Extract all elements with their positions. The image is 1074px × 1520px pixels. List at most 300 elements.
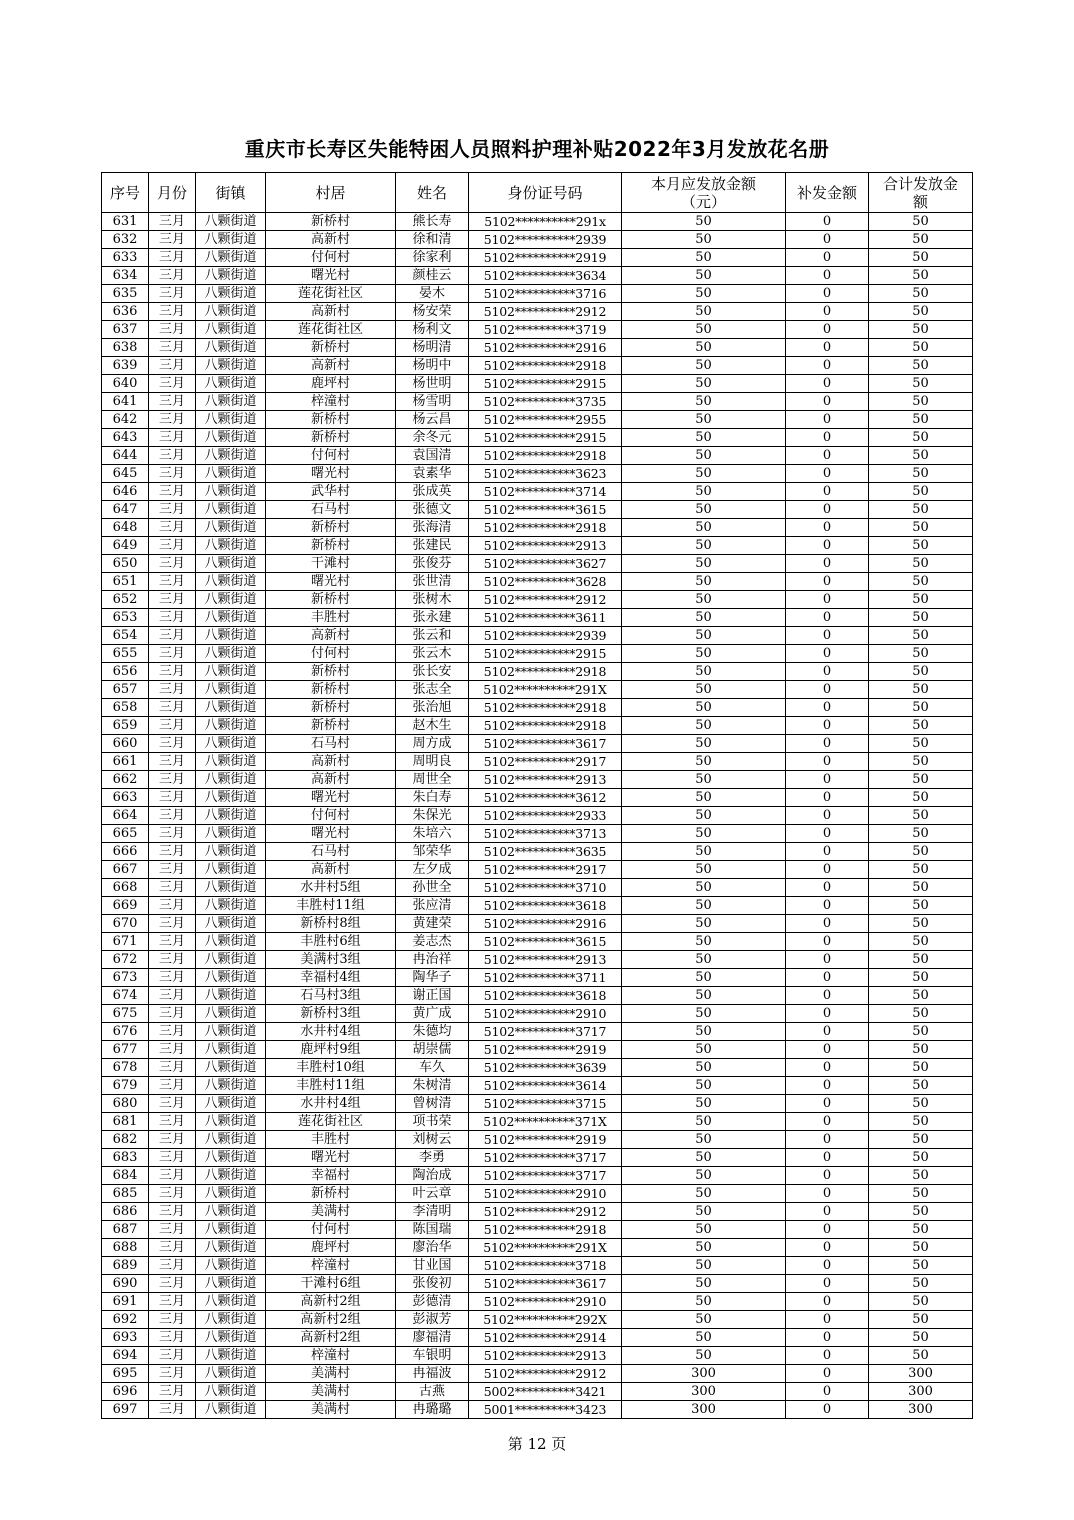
row-number-cell: 642 xyxy=(102,411,149,429)
total-amount-cell: 50 xyxy=(869,519,973,537)
id-number-cell: 5102**********3623 xyxy=(469,465,622,483)
supplement-amount-cell: 0 xyxy=(786,753,869,771)
monthly-amount-cell: 50 xyxy=(622,1167,786,1185)
total-amount-cell: 50 xyxy=(869,897,973,915)
table-row xyxy=(102,1185,973,1203)
monthly-amount-cell: 300 xyxy=(622,1365,786,1383)
table-row xyxy=(102,753,973,771)
monthly-amount-cell: 50 xyxy=(622,519,786,537)
total-amount-cell: 50 xyxy=(869,1095,973,1113)
month-cell: 三月 xyxy=(149,465,196,483)
document-title: 重庆市长寿区失能特困人员照料护理补贴2022年3月发放花名册 xyxy=(244,137,830,161)
supplement-amount-cell: 0 xyxy=(786,735,869,753)
village-cell: 付何村 xyxy=(266,645,396,663)
month-cell: 三月 xyxy=(149,645,196,663)
supplement-amount-cell: 0 xyxy=(786,933,869,951)
person-name-cell: 彭淑芳 xyxy=(396,1311,469,1329)
village-cell: 新桥村 xyxy=(266,717,396,735)
month-cell: 三月 xyxy=(149,1275,196,1293)
person-name-cell: 杨安荣 xyxy=(396,303,469,321)
row-number-cell: 684 xyxy=(102,1167,149,1185)
table-row xyxy=(102,1059,973,1077)
column-header: 身份证号码 xyxy=(469,173,622,213)
supplement-amount-cell: 0 xyxy=(786,285,869,303)
supplement-amount-cell: 0 xyxy=(786,1257,869,1275)
id-number-cell: 5102**********2939 xyxy=(469,627,622,645)
total-amount-cell: 50 xyxy=(869,681,973,699)
id-number-cell: 5102**********3617 xyxy=(469,735,622,753)
subdistrict-cell: 八颗街道 xyxy=(196,699,266,717)
subdistrict-cell: 八颗街道 xyxy=(196,1383,266,1401)
month-cell: 三月 xyxy=(149,1383,196,1401)
person-name-cell: 孙世全 xyxy=(396,879,469,897)
monthly-amount-cell: 50 xyxy=(622,1275,786,1293)
village-cell: 曙光村 xyxy=(266,1149,396,1167)
subdistrict-cell: 八颗街道 xyxy=(196,1203,266,1221)
id-number-cell: 5102**********2919 xyxy=(469,1041,622,1059)
row-number-cell: 683 xyxy=(102,1149,149,1167)
month-cell: 三月 xyxy=(149,1311,196,1329)
row-number-cell: 661 xyxy=(102,753,149,771)
table-row xyxy=(102,1113,973,1131)
id-number-cell: 5102**********371X xyxy=(469,1113,622,1131)
row-number-cell: 640 xyxy=(102,375,149,393)
monthly-amount-cell: 50 xyxy=(622,609,786,627)
village-cell: 曙光村 xyxy=(266,573,396,591)
month-cell: 三月 xyxy=(149,429,196,447)
month-cell: 三月 xyxy=(149,897,196,915)
total-amount-cell: 50 xyxy=(869,267,973,285)
row-number-cell: 685 xyxy=(102,1185,149,1203)
id-number-cell: 5102**********3715 xyxy=(469,1095,622,1113)
table-row xyxy=(102,591,973,609)
person-name-cell: 张永建 xyxy=(396,609,469,627)
table-row xyxy=(102,1221,973,1239)
row-number-cell: 654 xyxy=(102,627,149,645)
subdistrict-cell: 八颗街道 xyxy=(196,987,266,1005)
subdistrict-cell: 八颗街道 xyxy=(196,1347,266,1365)
village-cell: 干滩村 xyxy=(266,555,396,573)
total-amount-cell: 50 xyxy=(869,789,973,807)
village-cell: 水井村4组 xyxy=(266,1023,396,1041)
subdistrict-cell: 八颗街道 xyxy=(196,789,266,807)
subdistrict-cell: 八颗街道 xyxy=(196,1023,266,1041)
row-number-cell: 671 xyxy=(102,933,149,951)
supplement-amount-cell: 0 xyxy=(786,1275,869,1293)
table-row xyxy=(102,519,973,537)
table-row xyxy=(102,915,973,933)
id-number-cell: 5102**********2913 xyxy=(469,537,622,555)
village-cell: 新桥村3组 xyxy=(266,1005,396,1023)
supplement-amount-cell: 0 xyxy=(786,771,869,789)
monthly-amount-cell: 50 xyxy=(622,1041,786,1059)
supplement-amount-cell: 0 xyxy=(786,465,869,483)
id-number-cell: 5102**********291x xyxy=(469,213,622,231)
subdistrict-cell: 八颗街道 xyxy=(196,1311,266,1329)
total-amount-cell: 50 xyxy=(869,213,973,231)
monthly-amount-cell: 50 xyxy=(622,537,786,555)
month-cell: 三月 xyxy=(149,1131,196,1149)
subdistrict-cell: 八颗街道 xyxy=(196,1059,266,1077)
person-name-cell: 张治旭 xyxy=(396,699,469,717)
id-number-cell: 5002**********3421 xyxy=(469,1383,622,1401)
subdistrict-cell: 八颗街道 xyxy=(196,933,266,951)
table-row xyxy=(102,357,973,375)
village-cell: 高新村 xyxy=(266,303,396,321)
row-number-cell: 645 xyxy=(102,465,149,483)
subdistrict-cell: 八颗街道 xyxy=(196,1221,266,1239)
total-amount-cell: 50 xyxy=(869,537,973,555)
total-amount-cell: 50 xyxy=(869,735,973,753)
row-number-cell: 649 xyxy=(102,537,149,555)
table-row xyxy=(102,1329,973,1347)
row-number-cell: 682 xyxy=(102,1131,149,1149)
id-number-cell: 5102**********2913 xyxy=(469,951,622,969)
village-cell: 付何村 xyxy=(266,1221,396,1239)
person-name-cell: 杨云昌 xyxy=(396,411,469,429)
row-number-cell: 686 xyxy=(102,1203,149,1221)
village-cell: 付何村 xyxy=(266,249,396,267)
id-number-cell: 5102**********3717 xyxy=(469,1149,622,1167)
month-cell: 三月 xyxy=(149,555,196,573)
village-cell: 幸福村 xyxy=(266,1167,396,1185)
monthly-amount-cell: 50 xyxy=(622,501,786,519)
total-amount-cell: 50 xyxy=(869,591,973,609)
subdistrict-cell: 八颗街道 xyxy=(196,843,266,861)
id-number-cell: 5102**********3628 xyxy=(469,573,622,591)
table-row xyxy=(102,501,973,519)
total-amount-cell: 50 xyxy=(869,645,973,663)
supplement-amount-cell: 0 xyxy=(786,447,869,465)
month-cell: 三月 xyxy=(149,663,196,681)
column-header: 本月应发放金额（元） xyxy=(622,173,786,213)
person-name-cell: 徐家利 xyxy=(396,249,469,267)
person-name-cell: 张德文 xyxy=(396,501,469,519)
id-number-cell: 5102**********2915 xyxy=(469,645,622,663)
person-name-cell: 晏木 xyxy=(396,285,469,303)
id-number-cell: 5102**********3614 xyxy=(469,1077,622,1095)
row-number-cell: 635 xyxy=(102,285,149,303)
month-cell: 三月 xyxy=(149,537,196,555)
subdistrict-cell: 八颗街道 xyxy=(196,1149,266,1167)
total-amount-cell: 50 xyxy=(869,393,973,411)
table-row xyxy=(102,789,973,807)
table-row xyxy=(102,933,973,951)
subdistrict-cell: 八颗街道 xyxy=(196,555,266,573)
village-cell: 水井村5组 xyxy=(266,879,396,897)
monthly-amount-cell: 50 xyxy=(622,213,786,231)
total-amount-cell: 50 xyxy=(869,465,973,483)
person-name-cell: 叶云章 xyxy=(396,1185,469,1203)
subdistrict-cell: 八颗街道 xyxy=(196,969,266,987)
column-header: 月份 xyxy=(149,173,196,213)
monthly-amount-cell: 50 xyxy=(622,1311,786,1329)
supplement-amount-cell: 0 xyxy=(786,573,869,591)
subdistrict-cell: 八颗街道 xyxy=(196,1401,266,1419)
subdistrict-cell: 八颗街道 xyxy=(196,735,266,753)
total-amount-cell: 50 xyxy=(869,555,973,573)
month-cell: 三月 xyxy=(149,375,196,393)
total-amount-cell: 50 xyxy=(869,807,973,825)
table-row xyxy=(102,573,973,591)
subdistrict-cell: 八颗街道 xyxy=(196,303,266,321)
id-number-cell: 5102**********2917 xyxy=(469,861,622,879)
table-row xyxy=(102,213,973,231)
month-cell: 三月 xyxy=(149,969,196,987)
total-amount-cell: 50 xyxy=(869,825,973,843)
table-row xyxy=(102,1203,973,1221)
supplement-amount-cell: 0 xyxy=(786,1401,869,1419)
table-row xyxy=(102,429,973,447)
month-cell: 三月 xyxy=(149,915,196,933)
month-cell: 三月 xyxy=(149,843,196,861)
month-cell: 三月 xyxy=(149,1203,196,1221)
row-number-cell: 663 xyxy=(102,789,149,807)
total-amount-cell: 50 xyxy=(869,1239,973,1257)
village-cell: 梓潼村 xyxy=(266,393,396,411)
supplement-amount-cell: 0 xyxy=(786,555,869,573)
monthly-amount-cell: 50 xyxy=(622,1113,786,1131)
village-cell: 高新村2组 xyxy=(266,1293,396,1311)
total-amount-cell: 50 xyxy=(869,501,973,519)
village-cell: 付何村 xyxy=(266,447,396,465)
id-number-cell: 5102**********2939 xyxy=(469,231,622,249)
total-amount-cell: 50 xyxy=(869,447,973,465)
supplement-amount-cell: 0 xyxy=(786,951,869,969)
table-row xyxy=(102,1383,973,1401)
month-cell: 三月 xyxy=(149,1023,196,1041)
subdistrict-cell: 八颗街道 xyxy=(196,915,266,933)
village-cell: 曙光村 xyxy=(266,789,396,807)
month-cell: 三月 xyxy=(149,1257,196,1275)
id-number-cell: 5102**********3718 xyxy=(469,1257,622,1275)
month-cell: 三月 xyxy=(149,861,196,879)
subdistrict-cell: 八颗街道 xyxy=(196,771,266,789)
row-number-cell: 691 xyxy=(102,1293,149,1311)
total-amount-cell: 50 xyxy=(869,1113,973,1131)
total-amount-cell: 50 xyxy=(869,717,973,735)
id-number-cell: 5102**********2955 xyxy=(469,411,622,429)
monthly-amount-cell: 50 xyxy=(622,429,786,447)
monthly-amount-cell: 50 xyxy=(622,1023,786,1041)
total-amount-cell: 50 xyxy=(869,321,973,339)
row-number-cell: 681 xyxy=(102,1113,149,1131)
monthly-amount-cell: 50 xyxy=(622,1293,786,1311)
monthly-amount-cell: 50 xyxy=(622,375,786,393)
month-cell: 三月 xyxy=(149,951,196,969)
id-number-cell: 5102**********2918 xyxy=(469,447,622,465)
table-row xyxy=(102,681,973,699)
monthly-amount-cell: 50 xyxy=(622,1077,786,1095)
subdistrict-cell: 八颗街道 xyxy=(196,1185,266,1203)
person-name-cell: 姜志杰 xyxy=(396,933,469,951)
person-name-cell: 曾树清 xyxy=(396,1095,469,1113)
person-name-cell: 朱保光 xyxy=(396,807,469,825)
id-number-cell: 5102**********3717 xyxy=(469,1023,622,1041)
total-amount-cell: 50 xyxy=(869,987,973,1005)
id-number-cell: 5102**********3617 xyxy=(469,1275,622,1293)
village-cell: 新桥村 xyxy=(266,411,396,429)
row-number-cell: 632 xyxy=(102,231,149,249)
supplement-amount-cell: 0 xyxy=(786,501,869,519)
subdistrict-cell: 八颗街道 xyxy=(196,1365,266,1383)
table-row xyxy=(102,735,973,753)
id-number-cell: 5102**********3717 xyxy=(469,1167,622,1185)
subdistrict-cell: 八颗街道 xyxy=(196,591,266,609)
id-number-cell: 5102**********3618 xyxy=(469,897,622,915)
row-number-cell: 692 xyxy=(102,1311,149,1329)
subdistrict-cell: 八颗街道 xyxy=(196,1275,266,1293)
subdistrict-cell: 八颗街道 xyxy=(196,573,266,591)
row-number-cell: 631 xyxy=(102,213,149,231)
village-cell: 武华村 xyxy=(266,483,396,501)
row-number-cell: 687 xyxy=(102,1221,149,1239)
monthly-amount-cell: 50 xyxy=(622,591,786,609)
month-cell: 三月 xyxy=(149,1347,196,1365)
supplement-amount-cell: 0 xyxy=(786,645,869,663)
monthly-amount-cell: 50 xyxy=(622,645,786,663)
table-row xyxy=(102,375,973,393)
village-cell: 新桥村 xyxy=(266,591,396,609)
roster-body xyxy=(102,213,973,1419)
supplement-amount-cell: 0 xyxy=(786,483,869,501)
subdistrict-cell: 八颗街道 xyxy=(196,645,266,663)
id-number-cell: 5102**********2912 xyxy=(469,591,622,609)
monthly-amount-cell: 50 xyxy=(622,357,786,375)
monthly-amount-cell: 50 xyxy=(622,753,786,771)
person-name-cell: 张云木 xyxy=(396,645,469,663)
id-number-cell: 5102**********291X xyxy=(469,681,622,699)
person-name-cell: 周方成 xyxy=(396,735,469,753)
village-cell: 美满村3组 xyxy=(266,951,396,969)
table-row xyxy=(102,1005,973,1023)
table-row xyxy=(102,1131,973,1149)
supplement-amount-cell: 0 xyxy=(786,213,869,231)
id-number-cell: 5102**********2915 xyxy=(469,429,622,447)
supplement-amount-cell: 0 xyxy=(786,411,869,429)
village-cell: 高新村 xyxy=(266,357,396,375)
person-name-cell: 陶华子 xyxy=(396,969,469,987)
id-number-cell: 5102**********3713 xyxy=(469,825,622,843)
id-number-cell: 5102**********3635 xyxy=(469,843,622,861)
table-row xyxy=(102,1239,973,1257)
total-amount-cell: 50 xyxy=(869,771,973,789)
row-number-cell: 638 xyxy=(102,339,149,357)
village-cell: 新桥村 xyxy=(266,663,396,681)
supplement-amount-cell: 0 xyxy=(786,267,869,285)
village-cell: 新桥村 xyxy=(266,699,396,717)
total-amount-cell: 50 xyxy=(869,375,973,393)
header-row xyxy=(102,173,973,213)
supplement-amount-cell: 0 xyxy=(786,915,869,933)
subdistrict-cell: 八颗街道 xyxy=(196,1239,266,1257)
total-amount-cell: 50 xyxy=(869,1203,973,1221)
monthly-amount-cell: 50 xyxy=(622,1095,786,1113)
monthly-amount-cell: 50 xyxy=(622,933,786,951)
row-number-cell: 655 xyxy=(102,645,149,663)
person-name-cell: 袁国清 xyxy=(396,447,469,465)
subdistrict-cell: 八颗街道 xyxy=(196,1095,266,1113)
subdistrict-cell: 八颗街道 xyxy=(196,681,266,699)
subdistrict-cell: 八颗街道 xyxy=(196,267,266,285)
table-row xyxy=(102,1347,973,1365)
row-number-cell: 643 xyxy=(102,429,149,447)
table-row xyxy=(102,987,973,1005)
month-cell: 三月 xyxy=(149,483,196,501)
row-number-cell: 674 xyxy=(102,987,149,1005)
person-name-cell: 张云和 xyxy=(396,627,469,645)
person-name-cell: 袁素华 xyxy=(396,465,469,483)
subdistrict-cell: 八颗街道 xyxy=(196,1113,266,1131)
id-number-cell: 5102**********3615 xyxy=(469,501,622,519)
month-cell: 三月 xyxy=(149,213,196,231)
total-amount-cell: 50 xyxy=(869,357,973,375)
month-cell: 三月 xyxy=(149,699,196,717)
supplement-amount-cell: 0 xyxy=(786,393,869,411)
supplement-amount-cell: 0 xyxy=(786,1131,869,1149)
person-name-cell: 赵木生 xyxy=(396,717,469,735)
table-row xyxy=(102,1167,973,1185)
supplement-amount-cell: 0 xyxy=(786,1077,869,1095)
id-number-cell: 5102**********2913 xyxy=(469,1347,622,1365)
table-row xyxy=(102,1293,973,1311)
total-amount-cell: 50 xyxy=(869,843,973,861)
village-cell: 幸福村4组 xyxy=(266,969,396,987)
month-cell: 三月 xyxy=(149,1329,196,1347)
row-number-cell: 648 xyxy=(102,519,149,537)
village-cell: 石马村 xyxy=(266,501,396,519)
supplement-amount-cell: 0 xyxy=(786,861,869,879)
row-number-cell: 677 xyxy=(102,1041,149,1059)
row-number-cell: 695 xyxy=(102,1365,149,1383)
total-amount-cell: 50 xyxy=(869,339,973,357)
village-cell: 美满村 xyxy=(266,1383,396,1401)
id-number-cell: 5102**********2916 xyxy=(469,339,622,357)
table-row xyxy=(102,1311,973,1329)
supplement-amount-cell: 0 xyxy=(786,1005,869,1023)
id-number-cell: 5102**********2933 xyxy=(469,807,622,825)
row-number-cell: 668 xyxy=(102,879,149,897)
total-amount-cell: 50 xyxy=(869,1347,973,1365)
column-header: 村居 xyxy=(266,173,396,213)
person-name-cell: 左夕成 xyxy=(396,861,469,879)
table-row xyxy=(102,627,973,645)
supplement-amount-cell: 0 xyxy=(786,1167,869,1185)
subdistrict-cell: 八颗街道 xyxy=(196,357,266,375)
subdistrict-cell: 八颗街道 xyxy=(196,663,266,681)
supplement-amount-cell: 0 xyxy=(786,699,869,717)
row-number-cell: 639 xyxy=(102,357,149,375)
monthly-amount-cell: 50 xyxy=(622,1203,786,1221)
column-header: 补发金额 xyxy=(786,173,869,213)
row-number-cell: 646 xyxy=(102,483,149,501)
village-cell: 美满村 xyxy=(266,1401,396,1419)
id-number-cell: 5102**********2910 xyxy=(469,1293,622,1311)
total-amount-cell: 50 xyxy=(869,411,973,429)
total-amount-cell: 50 xyxy=(869,1275,973,1293)
village-cell: 美满村 xyxy=(266,1365,396,1383)
total-amount-cell: 50 xyxy=(869,1257,973,1275)
person-name-cell: 邹荣华 xyxy=(396,843,469,861)
table-row xyxy=(102,861,973,879)
total-amount-cell: 50 xyxy=(869,1059,973,1077)
person-name-cell: 刘树云 xyxy=(396,1131,469,1149)
id-number-cell: 5102**********291X xyxy=(469,1239,622,1257)
month-cell: 三月 xyxy=(149,321,196,339)
table-row xyxy=(102,537,973,555)
table-row xyxy=(102,969,973,987)
table-row xyxy=(102,717,973,735)
